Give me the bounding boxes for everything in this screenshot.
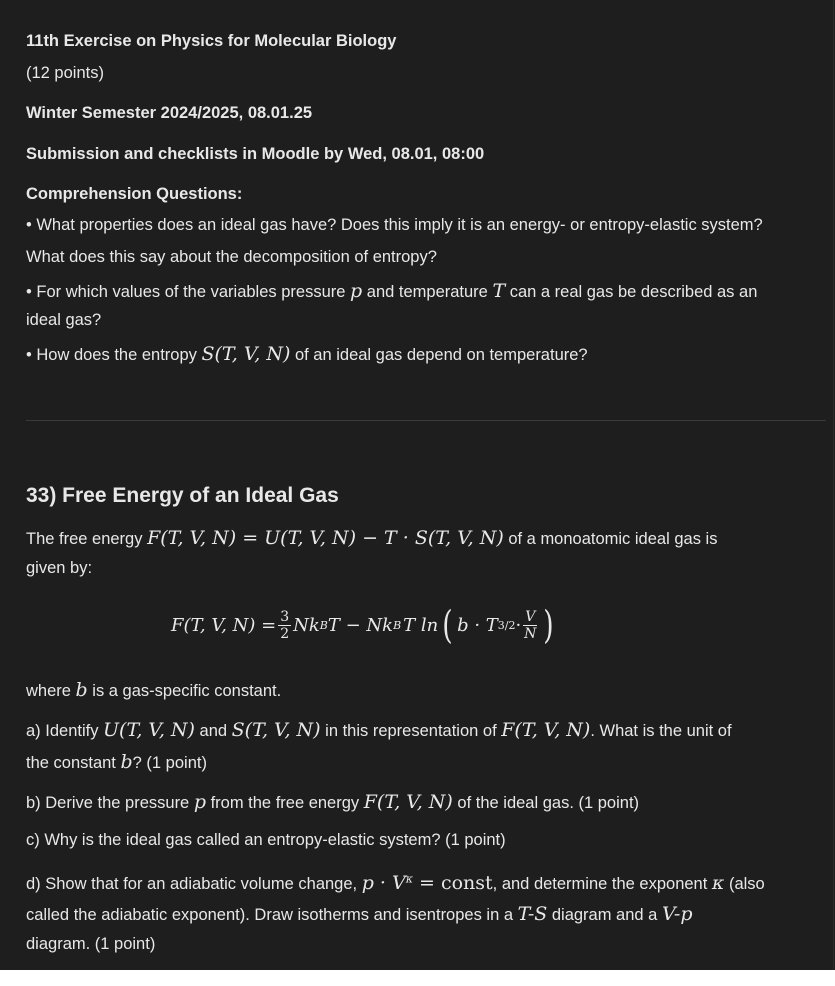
eq-lhs: F(T, V, N) =	[171, 614, 277, 636]
semester-line: Winter Semester 2024/2025, 08.01.25	[26, 104, 313, 122]
constant-b-symbol-a: b	[120, 751, 133, 773]
eq-exponent: 3/2	[497, 618, 516, 632]
free-energy-expression-b: F(T, V, N)	[363, 791, 453, 813]
free-energy-equation	[171, 595, 558, 655]
part-b	[26, 791, 639, 813]
d-text-3: (also	[724, 875, 765, 893]
points-label: (12 points)	[26, 64, 104, 82]
section-divider	[26, 420, 826, 421]
q2-text-a: • For which values of the variables pressure	[26, 283, 351, 301]
eq-frac-n: N	[524, 625, 537, 642]
a-line2-text-b: ? (1 point)	[132, 754, 207, 772]
adiabatic-lhs: p · V	[361, 872, 406, 894]
eq-frac-den: 2	[280, 625, 290, 642]
where-text-b: is a gas-specific constant.	[87, 682, 282, 700]
eq-b-times-t: b · T	[457, 614, 498, 636]
a-text-2: and	[194, 722, 232, 740]
eq-fraction-three-halves	[278, 610, 291, 641]
right-paren: )	[543, 603, 554, 647]
where-line	[26, 679, 281, 701]
q2-text-b: and temperature	[362, 283, 493, 301]
q3-text-b: of an ideal gas depend on temperature?	[290, 346, 588, 364]
free-energy-definition: F(T, V, N) = U(T, V, N) − T · S(T, V, N)	[147, 527, 504, 549]
problem-intro-line-1	[26, 527, 717, 549]
where-text-a: where	[26, 682, 76, 700]
question-1-line-1: • What properties does an ideal gas have? Does this imply it is an energy- or entropy-elastic system?	[26, 216, 763, 234]
internal-energy-expression: U(T, V, N)	[103, 719, 195, 741]
d-line2-text-b: diagram and a	[547, 906, 662, 924]
eq-frac-num: 3	[280, 608, 290, 625]
question-1-line-2: What does this say about the decomposition of entropy?	[26, 248, 437, 266]
question-2-line-1	[26, 280, 757, 302]
entropy-expression: S(T, V, N)	[201, 343, 291, 365]
part-c: c) Why is the ideal gas called an entropy-elastic system? (1 point)	[26, 831, 506, 849]
b-text-3: of the ideal gas. (1 point)	[452, 794, 640, 812]
eq-t-minus-nk: T − Nk	[327, 614, 394, 636]
eq-sub-b-2: B	[393, 618, 402, 632]
bottom-band	[0, 970, 835, 986]
exercise-title: 11th Exercise on Physics for Molecular Biology	[26, 32, 397, 50]
eq-fraction-v-over-n	[523, 610, 537, 641]
d-line2-text-a: called the adiabatic exponent). Draw isotherms and isentropes in a	[26, 906, 518, 924]
intro-text-b: of a monoatomic ideal gas is	[503, 530, 718, 548]
eq-dot: ·	[515, 614, 522, 636]
b-text-2: from the free energy	[206, 794, 364, 812]
part-a-line-2	[26, 751, 207, 773]
q2-text-c: can a real gas be described as an	[505, 283, 758, 301]
part-d-line-2	[26, 903, 693, 925]
a-line2-text-a: the constant	[26, 754, 121, 772]
submission-line: Submission and checklists in Moodle by Wed, 08.01, 08:00	[26, 145, 485, 163]
kappa-symbol: κ	[711, 872, 725, 894]
entropy-expression-a: S(T, V, N)	[231, 719, 321, 741]
free-energy-expression-a: F(T, V, N)	[501, 719, 591, 741]
adiabatic-exponent: κ	[405, 872, 413, 886]
q3-text-a: • How does the entropy	[26, 346, 202, 364]
vp-diagram-label: V-p	[661, 903, 693, 925]
eq-frac-v: V	[525, 608, 536, 625]
question-2-line-2: ideal gas?	[26, 311, 102, 329]
part-a-line-1	[26, 719, 732, 741]
constant-b-symbol: b	[75, 679, 88, 701]
problem-intro-line-2: given by:	[26, 559, 93, 577]
ts-diagram-label: T-S	[517, 903, 548, 925]
part-d-line-1	[26, 872, 765, 894]
comprehension-heading: Comprehension Questions:	[26, 185, 243, 203]
a-text-3: in this representation of	[320, 722, 502, 740]
b-text-1: b) Derive the pressure	[26, 794, 194, 812]
pressure-symbol: p	[350, 280, 363, 302]
eq-nk: Nk	[293, 614, 320, 636]
eq-t-ln: T ln	[403, 614, 439, 636]
intro-text-a: The free energy	[26, 530, 148, 548]
a-text-1: a) Identify	[26, 722, 104, 740]
a-text-4: . What is the unit of	[590, 722, 732, 740]
left-paren: (	[442, 603, 453, 647]
problem-title: 33) Free Energy of an Ideal Gas	[26, 484, 339, 507]
part-d-line-3: diagram. (1 point)	[26, 935, 156, 953]
temperature-symbol: T	[492, 280, 506, 302]
pressure-symbol-b: p	[193, 791, 206, 813]
adiabatic-rhs: = const	[412, 872, 493, 894]
eq-sub-b: B	[319, 618, 328, 632]
d-text-2: , and determine the exponent	[492, 875, 712, 893]
question-3	[26, 343, 588, 365]
d-text-1: d) Show that for an adiabatic volume change,	[26, 875, 362, 893]
